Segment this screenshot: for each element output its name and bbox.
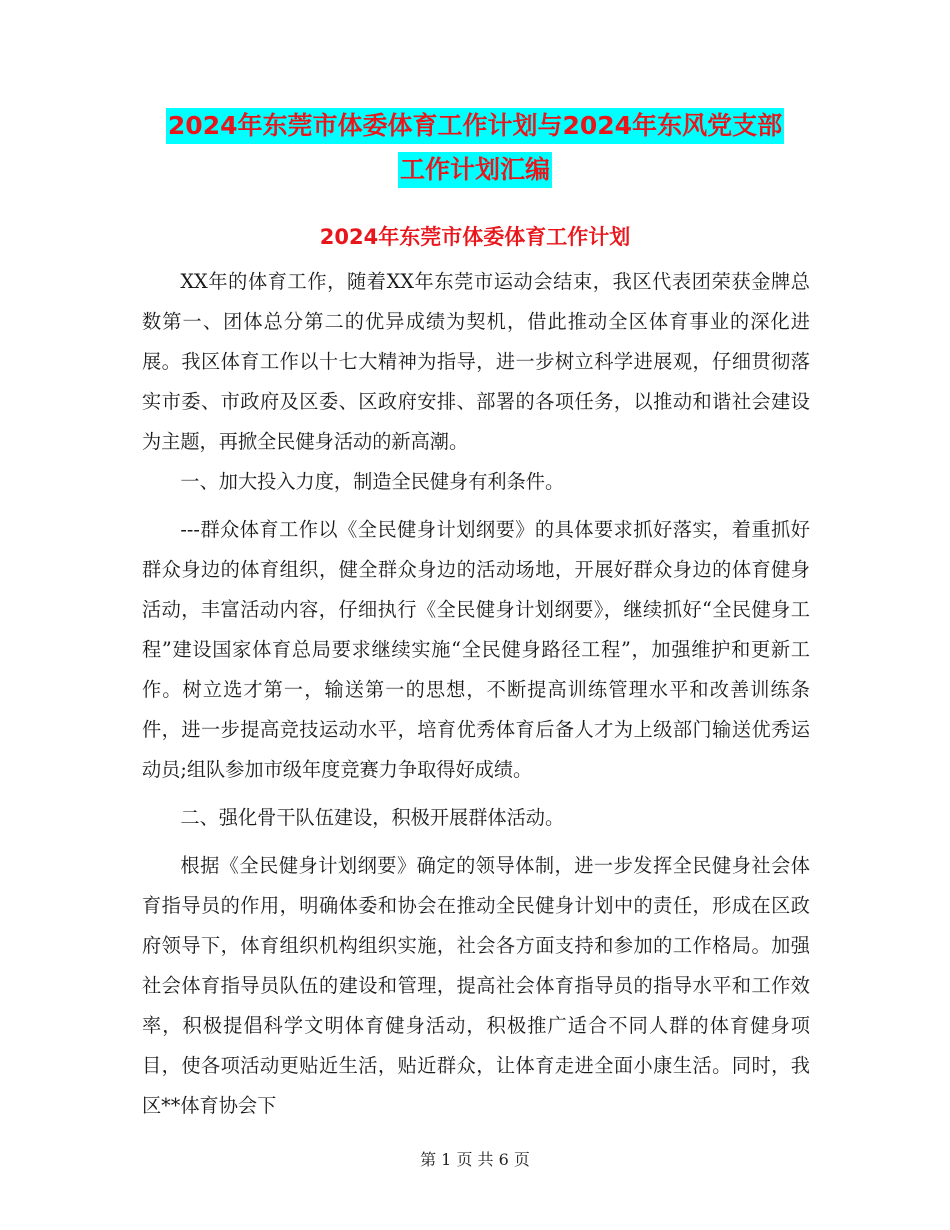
document-title-line-2-wrap xyxy=(0,152,950,188)
paragraph-heading-1: 一、加大投入力度，制造全民健身有利条件。 xyxy=(180,470,565,493)
document-title-line-1-wrap xyxy=(0,108,950,144)
paragraph-instructors: 根据《全民健身计划纲要》确定的领导体制，进一步发挥全民健身社会体育指导员的作用，明确体委和协会在推动全民健身计划中的责任，形成在区政府领导下，体育组织机构组织实施，社会各方面支持和参加的工作格局。加强社会体育指导员队伍的建设和管理，提高社会体育指导员的指导水平和工作效率，积极提倡科学文明体育健身活动，积极推广适合不同人群的体育健身项目，使各项活动更贴近生活，贴近群众，让体育走进全面小康生活。同时，我区**体育协会下 xyxy=(142,854,810,1117)
paragraph-heading-2: 二、强化骨干队伍建设，积极开展群体活动。 xyxy=(180,806,565,829)
document-title-line-2: 工作计划汇编 xyxy=(398,152,552,188)
page-footer: 第 1 页 共 6 页 xyxy=(420,1150,530,1169)
document-title-line-1: 2024年东莞市体委体育工作计划与2024年东风党支部 xyxy=(166,108,784,144)
document-body xyxy=(142,262,810,1126)
paragraph-mass-sports: ---群众体育工作以《全民健身计划纲要》的具体要求抓好落实，着重抓好群众身边的体育组织，健全群众身边的活动场地，开展好群众身边的体育健身活动，丰富活动内容，仔细执行《全民健身计划纲要》，继续抓好“全民健身工程”建设国家体育总局要求继续实施“全民健身路径工程”，加强维护和更新工作。树立选才第一，输送第一的思想，不断提高训练管理水平和改善训练条件，进一步提高竞技运动水平，培育优秀体育后备人才为上级部门输送优秀运动员;组队参加市级年度竞赛力争取得好成绩。 xyxy=(142,518,810,781)
section-title: 2024年东莞市体委体育工作计划 xyxy=(319,225,631,249)
paragraph-intro: XX年的体育工作，随着XX年东莞市运动会结束，我区代表团荣获金牌总数第一、团体总分第二的优异成绩为契机，借此推动全区体育事业的深化进展。我区体育工作以十七大精神为指导，进一步树立科学进展观，仔细贯彻落实市委、市政府及区委、区政府安排、部署的各项任务，以推动和谐社会建设为主题，再掀全民健身活动的新高潮。 xyxy=(142,270,810,453)
